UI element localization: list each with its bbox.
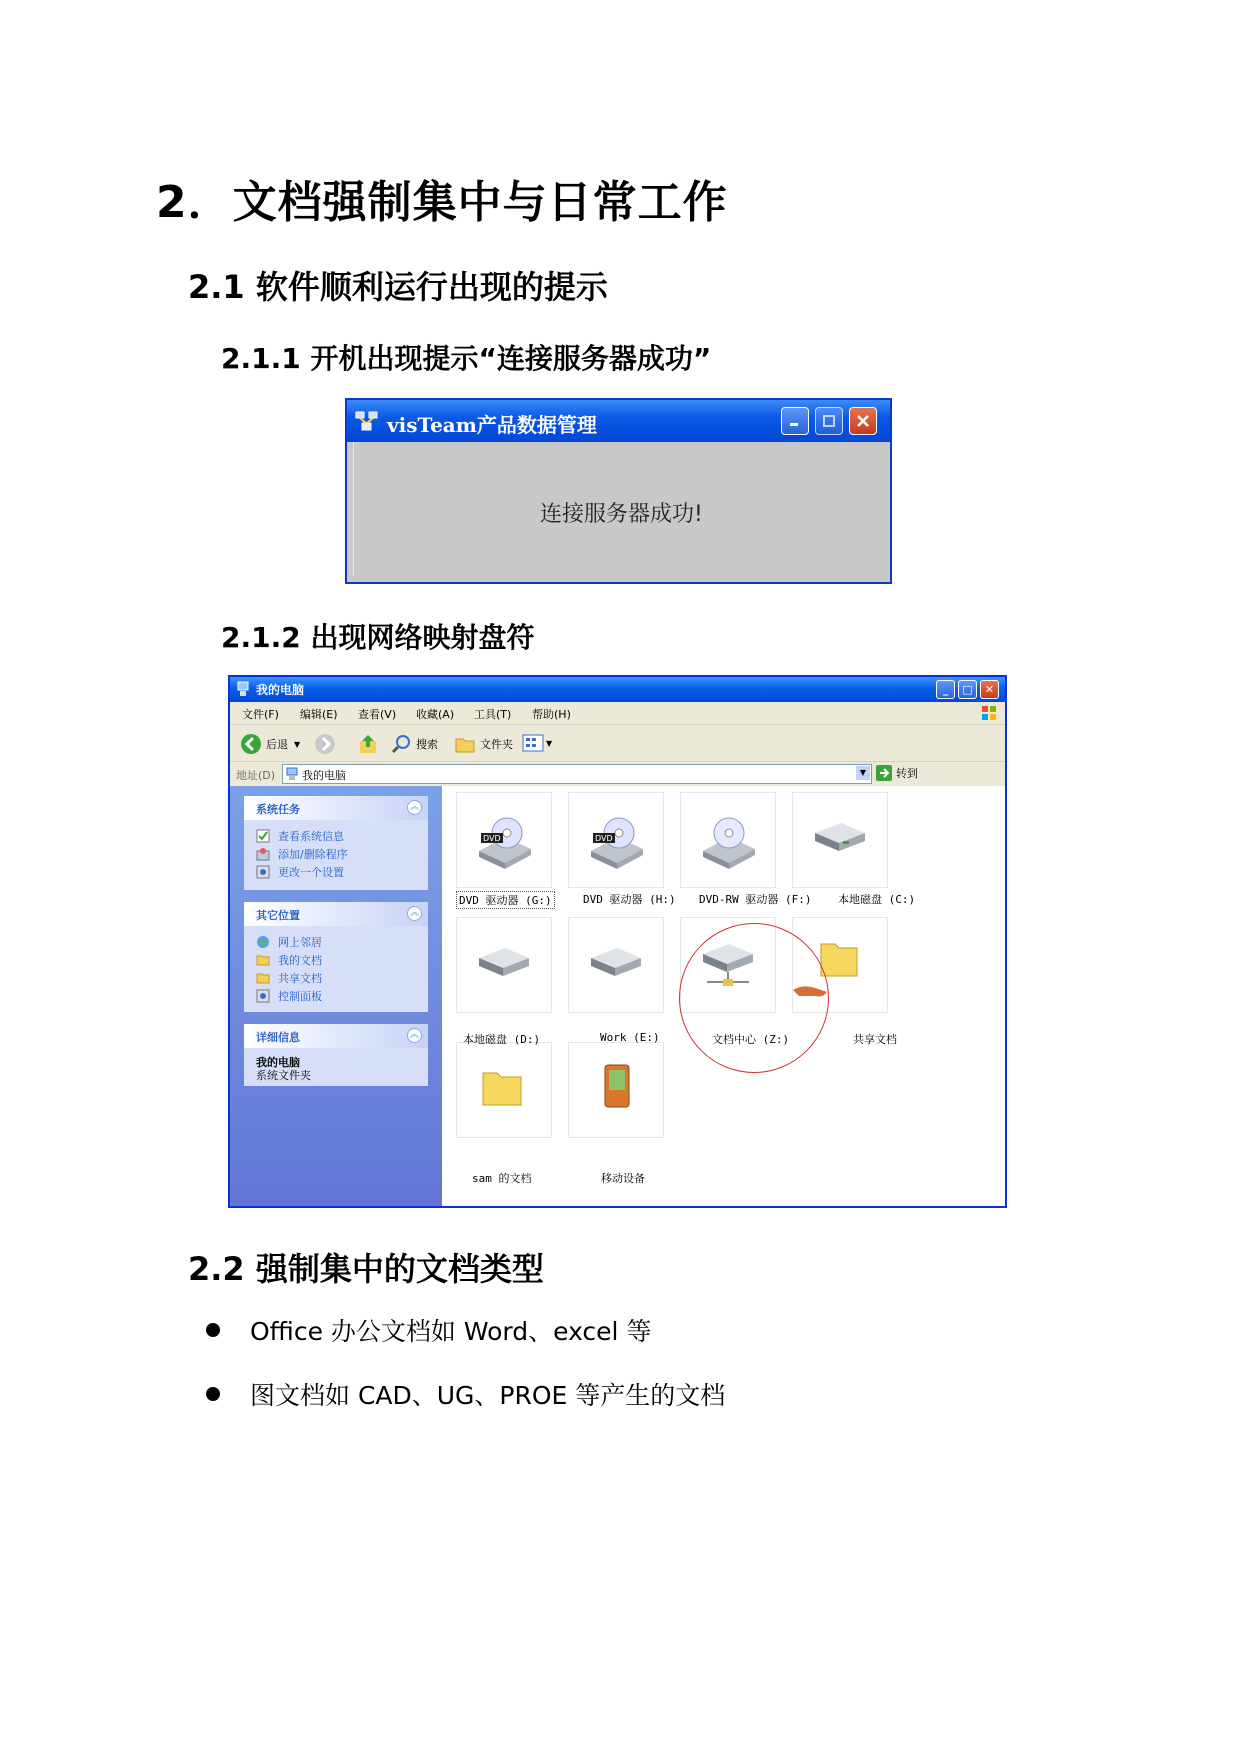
menu-favorites[interactable]: 收藏(A) — [416, 708, 455, 721]
drive-label: DVD 驱动器 (G:) — [456, 891, 555, 909]
close-icon — [855, 413, 871, 429]
panel-header[interactable] — [244, 1024, 428, 1048]
link-label: 控制面板 — [278, 990, 322, 1003]
minimize-icon: _ — [942, 683, 949, 696]
bullet-item — [206, 1376, 725, 1412]
computer-icon — [236, 681, 250, 697]
bullet-text: Office 办公文档如 Word、excel 等 — [250, 1317, 652, 1346]
menu-tools[interactable]: 工具(T) — [474, 708, 512, 721]
system-tasks-panel — [244, 796, 428, 890]
close-icon: ✕ — [984, 683, 995, 696]
chapter-heading: 2．文档强制集中与日常工作 — [156, 177, 728, 228]
device-tile-mobile[interactable] — [568, 1042, 664, 1138]
folder-icon — [256, 971, 270, 985]
search-label: 搜索 — [416, 738, 438, 751]
bullet-icon — [206, 1323, 220, 1337]
menu-view[interactable]: 查看(V) — [358, 708, 397, 721]
dropdown-arrow-icon: ▼ — [546, 738, 553, 748]
window-minimize-button[interactable] — [936, 680, 955, 699]
dialog-body — [353, 442, 884, 576]
views-button[interactable] — [522, 733, 552, 753]
subsection-heading-2-1-1: 2.1.1 开机出现提示“连接服务器成功” — [221, 342, 712, 375]
dialog-title: visTeam产品数据管理 — [387, 413, 597, 437]
system-info-icon — [256, 829, 270, 843]
control-panel-icon — [256, 865, 270, 879]
menu-file[interactable]: 文件(F) — [242, 708, 279, 721]
drive-tile-dvdrw-f[interactable] — [680, 792, 776, 888]
svg-text:DVD: DVD — [595, 834, 613, 843]
device-label: 移动设备 — [601, 1172, 645, 1185]
link-label: 添加/删除程序 — [278, 848, 348, 861]
drive-label: Work (E:) — [600, 1031, 660, 1044]
panel-title: 其它位置 — [256, 909, 300, 922]
link-label: 网上邻居 — [278, 936, 322, 949]
drive-tile-dvd-g[interactable] — [456, 792, 552, 888]
link-label: 我的文档 — [278, 954, 322, 967]
maximize-icon — [822, 414, 836, 428]
drive-label: 本地磁盘 (D:) — [463, 1033, 541, 1046]
details-name: 我的电脑 — [256, 1056, 300, 1069]
dvd-drive-icon — [457, 793, 551, 887]
drive-label: DVD 驱动器 (H:) — [583, 893, 676, 906]
folders-button[interactable] — [454, 733, 513, 755]
control-panel-icon — [256, 989, 270, 1003]
link-label: 共享文档 — [278, 972, 322, 985]
link-network-places[interactable] — [256, 934, 322, 950]
maximize-button[interactable] — [815, 407, 843, 435]
hard-disk-icon — [569, 918, 663, 1012]
svg-text:DVD: DVD — [483, 834, 501, 843]
window-titlebar — [230, 677, 1005, 702]
other-places-panel — [244, 902, 428, 1012]
section-heading-2-1: 2.1 软件顺利运行出现的提示 — [188, 268, 608, 306]
link-label: 更改一个设置 — [278, 866, 344, 879]
views-icon — [522, 733, 544, 753]
computer-icon — [286, 767, 298, 781]
subsection-heading-2-1-2: 2.1.2 出现网络映射盘符 — [221, 621, 535, 654]
minimize-icon — [788, 414, 802, 428]
menu-bar — [230, 702, 1005, 725]
forward-button[interactable] — [314, 733, 336, 758]
drive-label: DVD-RW 驱动器 (F:) — [699, 893, 812, 906]
panel-title: 详细信息 — [256, 1031, 300, 1044]
back-button[interactable] — [240, 733, 300, 755]
section-heading-2-2: 2.2 强制集中的文档类型 — [188, 1250, 544, 1288]
link-add-remove-programs[interactable] — [256, 846, 348, 862]
hard-disk-icon — [457, 918, 551, 1012]
toolbar — [230, 725, 1005, 762]
address-value: 我的电脑 — [302, 769, 346, 782]
minimize-button[interactable] — [781, 407, 809, 435]
panel-title: 系统任务 — [256, 803, 300, 816]
folder-tile-sam-documents[interactable] — [456, 1042, 552, 1138]
link-shared-documents[interactable] — [256, 970, 322, 986]
maximize-icon: □ — [962, 683, 973, 696]
link-change-setting[interactable] — [256, 864, 344, 880]
network-icon — [355, 410, 379, 432]
collapse-icon[interactable]: ︽ — [407, 906, 422, 921]
drive-label: 本地磁盘 (C:) — [838, 893, 916, 906]
my-computer-window — [228, 675, 1007, 1208]
drive-tile-local-c[interactable] — [792, 792, 888, 888]
bullet-item — [206, 1312, 651, 1348]
search-button[interactable] — [390, 733, 438, 755]
drive-tile-dvd-h[interactable] — [568, 792, 664, 888]
link-label: 查看系统信息 — [278, 830, 344, 843]
collapse-icon[interactable]: ︽ — [407, 1028, 422, 1043]
address-input[interactable] — [282, 764, 872, 784]
go-arrow-icon — [876, 765, 892, 781]
folder-label: sam 的文档 — [472, 1172, 532, 1185]
link-control-panel[interactable] — [256, 988, 322, 1004]
globe-icon — [256, 935, 270, 949]
highlight-circle — [679, 923, 829, 1073]
drive-tile-local-d[interactable] — [456, 917, 552, 1013]
hard-disk-icon — [793, 793, 887, 887]
go-button[interactable] — [876, 765, 918, 781]
back-label: 后退 — [266, 738, 288, 751]
link-my-documents[interactable] — [256, 952, 322, 968]
address-bar — [230, 762, 1005, 787]
panel-header[interactable] — [244, 796, 428, 820]
folder-icon — [457, 1043, 551, 1137]
search-icon — [390, 733, 412, 755]
close-button[interactable] — [849, 407, 877, 435]
collapse-icon[interactable]: ︽ — [407, 800, 422, 815]
programs-icon — [256, 847, 270, 861]
cd-drive-icon — [681, 793, 775, 887]
menu-edit[interactable]: 编辑(E) — [300, 708, 338, 721]
drive-tile-work-e[interactable] — [568, 917, 664, 1013]
bullet-icon — [206, 1387, 220, 1401]
dvd-drive-icon — [569, 793, 663, 887]
dialog-titlebar — [347, 400, 890, 442]
connection-dialog — [345, 398, 892, 584]
folders-label: 文件夹 — [480, 738, 513, 751]
go-label: 转到 — [896, 767, 918, 780]
panel-header[interactable] — [244, 902, 428, 926]
details-panel — [244, 1024, 428, 1086]
back-arrow-icon — [240, 733, 262, 755]
documents-folder-icon — [256, 953, 270, 967]
forward-arrow-icon — [314, 733, 336, 755]
menu-help[interactable]: 帮助(H) — [532, 708, 571, 721]
folder-label: 共享文档 — [853, 1033, 897, 1046]
window-close-button[interactable] — [980, 680, 999, 699]
up-folder-button[interactable] — [358, 733, 378, 758]
link-view-system-info[interactable] — [256, 828, 344, 844]
window-title: 我的电脑 — [256, 683, 305, 697]
task-pane — [230, 786, 442, 1206]
details-type: 系统文件夹 — [256, 1069, 311, 1082]
dropdown-arrow-icon: ▼ — [294, 739, 301, 749]
up-folder-icon — [358, 733, 378, 755]
folder-icon — [454, 733, 476, 755]
windows-logo-icon — [981, 705, 997, 721]
drive-label: 文档中心 (Z:) — [712, 1033, 790, 1046]
window-maximize-button[interactable] — [958, 680, 977, 699]
dialog-message: 连接服务器成功! — [540, 502, 703, 527]
address-label: 地址(D) — [236, 769, 276, 782]
chevron-down-icon[interactable]: ▼ — [856, 766, 870, 780]
mobile-device-icon — [569, 1043, 663, 1137]
bullet-text: 图文档如 CAD、UG、PROE 等产生的文档 — [250, 1381, 726, 1410]
